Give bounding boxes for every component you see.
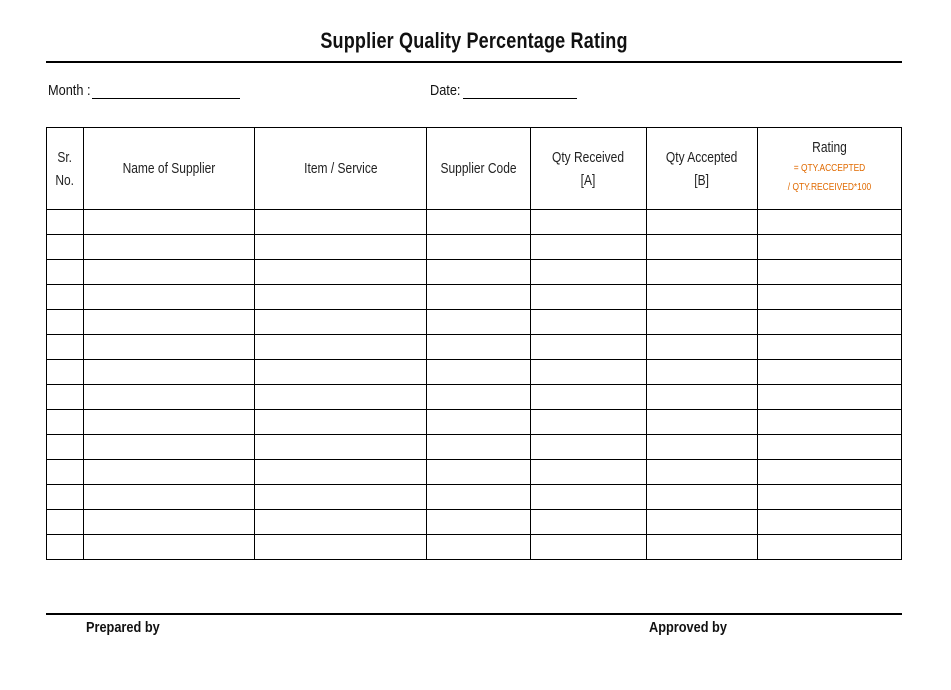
cell-sr-no[interactable] [47,360,84,385]
table-header-row [47,128,902,210]
cell-item-service[interactable] [255,310,427,335]
table-row [47,235,902,260]
cell-supplier-code[interactable] [427,260,531,285]
cell-supplier-name[interactable] [84,335,255,360]
rating-formula-line1: = QTY.ACCEPTED [793,162,866,174]
table-row [47,410,902,435]
cell-qty-received[interactable] [531,260,647,285]
cell-item-service[interactable] [255,210,427,235]
header-item-service-label: Item / Service [303,160,378,177]
cell-supplier-name[interactable] [84,210,255,235]
cell-qty-accepted[interactable] [647,335,758,360]
cell-sr-no[interactable] [47,485,84,510]
header-supplier-code-label: Supplier Code [440,160,517,177]
cell-item-service[interactable] [255,360,427,385]
cell-supplier-name[interactable] [84,360,255,385]
cell-rating[interactable] [758,310,902,335]
header-qty-received-line2: [A] [581,171,596,189]
cell-sr-no[interactable] [47,285,84,310]
month-input-line[interactable] [92,80,240,99]
cell-item-service[interactable] [255,410,427,435]
cell-rating[interactable] [758,535,902,560]
cell-qty-received[interactable] [531,460,647,485]
cell-supplier-name[interactable] [84,485,255,510]
cell-supplier-name[interactable] [84,410,255,435]
table-row [47,510,902,535]
cell-rating[interactable] [758,460,902,485]
cell-supplier-code[interactable] [427,485,531,510]
cell-sr-no[interactable] [47,210,84,235]
cell-supplier-code[interactable] [427,385,531,410]
header-sr-no-line1: Sr. [57,148,73,166]
cell-rating[interactable] [758,210,902,235]
header-supplier-name [84,128,255,210]
cell-supplier-code[interactable] [427,235,531,260]
header-qty-accepted [647,128,758,210]
cell-supplier-code[interactable] [427,535,531,560]
cell-item-service[interactable] [255,460,427,485]
header-rating [758,128,902,210]
rating-formula-line2: / QTY.RECEIVED*100 [787,181,872,193]
header-qty-accepted-line2: [B] [694,171,710,189]
prepared-by-label: Prepared by [86,619,160,636]
cell-qty-accepted[interactable] [647,210,758,235]
cell-item-service[interactable] [255,435,427,460]
date-label: Date: [430,82,461,99]
table-row [47,385,902,410]
table-row [47,335,902,360]
cell-qty-accepted[interactable] [647,260,758,285]
cell-item-service[interactable] [255,285,427,310]
cell-sr-no[interactable] [47,385,84,410]
cell-supplier-code[interactable] [427,360,531,385]
cell-supplier-name[interactable] [84,435,255,460]
cell-rating[interactable] [758,485,902,510]
cell-supplier-code[interactable] [427,210,531,235]
header-supplier-code [427,128,531,210]
cell-qty-received[interactable] [531,285,647,310]
cell-qty-received[interactable] [531,385,647,410]
cell-supplier-name[interactable] [84,260,255,285]
table-row [47,310,902,335]
cell-sr-no[interactable] [47,310,84,335]
footer-rule [46,613,902,615]
cell-qty-received[interactable] [531,360,647,385]
cell-rating[interactable] [758,235,902,260]
table-row [47,485,902,510]
date-input-line[interactable] [463,80,577,99]
cell-sr-no[interactable] [47,460,84,485]
table-row [47,285,902,310]
table-row [47,360,902,385]
header-sr-no-line2: No. [55,171,75,189]
table-body [47,210,902,560]
month-field [48,80,240,99]
cell-qty-received[interactable] [531,210,647,235]
cell-sr-no[interactable] [47,260,84,285]
cell-item-service[interactable] [255,385,427,410]
supplier-rating-table [46,127,902,560]
cell-rating[interactable] [758,510,902,535]
cell-sr-no[interactable] [47,410,84,435]
table-row [47,260,902,285]
cell-rating[interactable] [758,285,902,310]
cell-item-service[interactable] [255,260,427,285]
cell-item-service[interactable] [255,510,427,535]
cell-sr-no[interactable] [47,335,84,360]
cell-supplier-code[interactable] [427,410,531,435]
cell-sr-no[interactable] [47,435,84,460]
cell-qty-received[interactable] [531,485,647,510]
cell-qty-received[interactable] [531,335,647,360]
cell-rating[interactable] [758,435,902,460]
cell-qty-received[interactable] [531,235,647,260]
cell-supplier-name[interactable] [84,385,255,410]
header-rating-label: Rating [812,139,847,156]
cell-item-service[interactable] [255,535,427,560]
cell-supplier-code[interactable] [427,285,531,310]
approved-by-label: Approved by [649,619,727,636]
cell-qty-received[interactable] [531,310,647,335]
cell-supplier-name[interactable] [84,235,255,260]
cell-item-service[interactable] [255,235,427,260]
cell-rating[interactable] [758,360,902,385]
cell-rating[interactable] [758,385,902,410]
cell-supplier-name[interactable] [84,510,255,535]
cell-sr-no[interactable] [47,535,84,560]
title-rule [46,61,902,63]
cell-supplier-code[interactable] [427,460,531,485]
cell-supplier-name[interactable] [84,310,255,335]
table-row [47,210,902,235]
cell-supplier-name[interactable] [84,460,255,485]
cell-supplier-code[interactable] [427,510,531,535]
cell-qty-accepted[interactable] [647,285,758,310]
cell-qty-accepted[interactable] [647,310,758,335]
cell-sr-no[interactable] [47,235,84,260]
table-row [47,460,902,485]
header-qty-accepted-line1: Qty Accepted [666,148,738,166]
cell-rating[interactable] [758,410,902,435]
cell-supplier-code[interactable] [427,435,531,460]
cell-qty-accepted[interactable] [647,460,758,485]
cell-qty-accepted[interactable] [647,235,758,260]
cell-supplier-name[interactable] [84,535,255,560]
cell-supplier-code[interactable] [427,310,531,335]
page-title: Supplier Quality Percentage Rating [320,28,628,53]
cell-rating[interactable] [758,335,902,360]
cell-qty-accepted[interactable] [647,485,758,510]
cell-supplier-code[interactable] [427,335,531,360]
cell-qty-accepted[interactable] [647,510,758,535]
cell-sr-no[interactable] [47,510,84,535]
cell-qty-accepted[interactable] [647,410,758,435]
header-item-service [255,128,427,210]
cell-rating[interactable] [758,260,902,285]
header-supplier-name-label: Name of Supplier [122,160,216,177]
cell-item-service[interactable] [255,485,427,510]
table-row [47,435,902,460]
header-qty-received [531,128,647,210]
cell-supplier-name[interactable] [84,285,255,310]
cell-qty-accepted[interactable] [647,385,758,410]
month-label: Month : [48,82,91,99]
header-qty-received-line1: Qty Received [552,148,625,166]
cell-qty-accepted[interactable] [647,360,758,385]
cell-qty-received[interactable] [531,510,647,535]
header-sr-no [47,128,84,210]
cell-qty-accepted[interactable] [647,435,758,460]
cell-qty-received[interactable] [531,535,647,560]
table-row [47,535,902,560]
cell-item-service[interactable] [255,335,427,360]
cell-qty-received[interactable] [531,435,647,460]
date-field [430,80,577,99]
cell-qty-accepted[interactable] [647,535,758,560]
cell-qty-received[interactable] [531,410,647,435]
